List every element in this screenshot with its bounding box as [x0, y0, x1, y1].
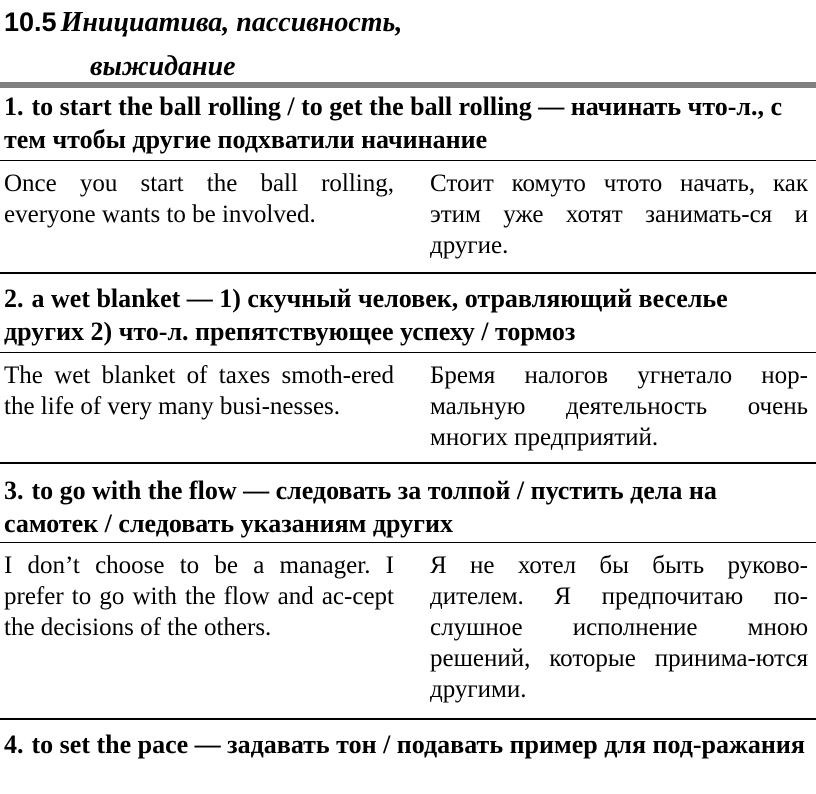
entry-number: 1. — [4, 92, 24, 121]
entry-divider — [0, 160, 816, 161]
entry-number: 3. — [4, 476, 24, 505]
entry-heading-text: a wet blanket — 1) скучный человек, отравляющий веселье других 2) что-л. препятствующее успеху / тормоз — [4, 284, 728, 346]
section-title-line2: выжидание — [90, 51, 236, 82]
russian-translation: Я не хотел бы быть руково-дителем. Я предпочитаю по-слушное исполнение мною решений, которые принима-ются другими. — [430, 552, 808, 703]
entry-title — [4, 282, 810, 348]
russian-translation: Стоит комуто чтото начать, как этим уже хотят занимать-ся и другие. — [430, 170, 808, 259]
english-example: Once you start the ball rolling, everyone wants to be involved. — [4, 170, 394, 228]
entry-title — [4, 728, 810, 761]
section-heading — [4, 2, 804, 87]
entry-heading-text: to go with the flow — следовать за толпой / пустить дела на самотек / следовать указаниям других — [4, 476, 717, 538]
entry-title — [4, 90, 810, 156]
section-number: 10.5 — [4, 7, 57, 37]
entry-heading-text: to set the pace — задавать тон / подавать пример для под-ражания — [31, 730, 805, 759]
entry-divider — [0, 352, 816, 353]
heading-rule — [0, 82, 816, 88]
english-example: I don’t choose to be a manager. I prefer to go with the flow and ac-cept the decisions of the others. — [4, 552, 394, 641]
russian-translation: Бремя налогов угнетало нор-мальную деятельность очень многих предприятий. — [430, 362, 808, 451]
entry-separator — [0, 718, 816, 720]
entry-title — [4, 474, 810, 540]
entry-number: 4. — [4, 730, 24, 759]
entry-separator — [0, 462, 816, 464]
entry-heading-text: to start the ball rolling / to get the ball rolling — начинать что-л., с тем чтобы другие подхватили начинание — [4, 92, 783, 154]
section-title-line1: Инициатива, пассивность, — [60, 7, 403, 38]
entry-number: 2. — [4, 284, 24, 313]
entry-separator — [0, 272, 816, 274]
entry-divider — [0, 542, 816, 543]
english-example: The wet blanket of taxes smoth-ered the life of very many busi-nesses. — [4, 362, 394, 420]
